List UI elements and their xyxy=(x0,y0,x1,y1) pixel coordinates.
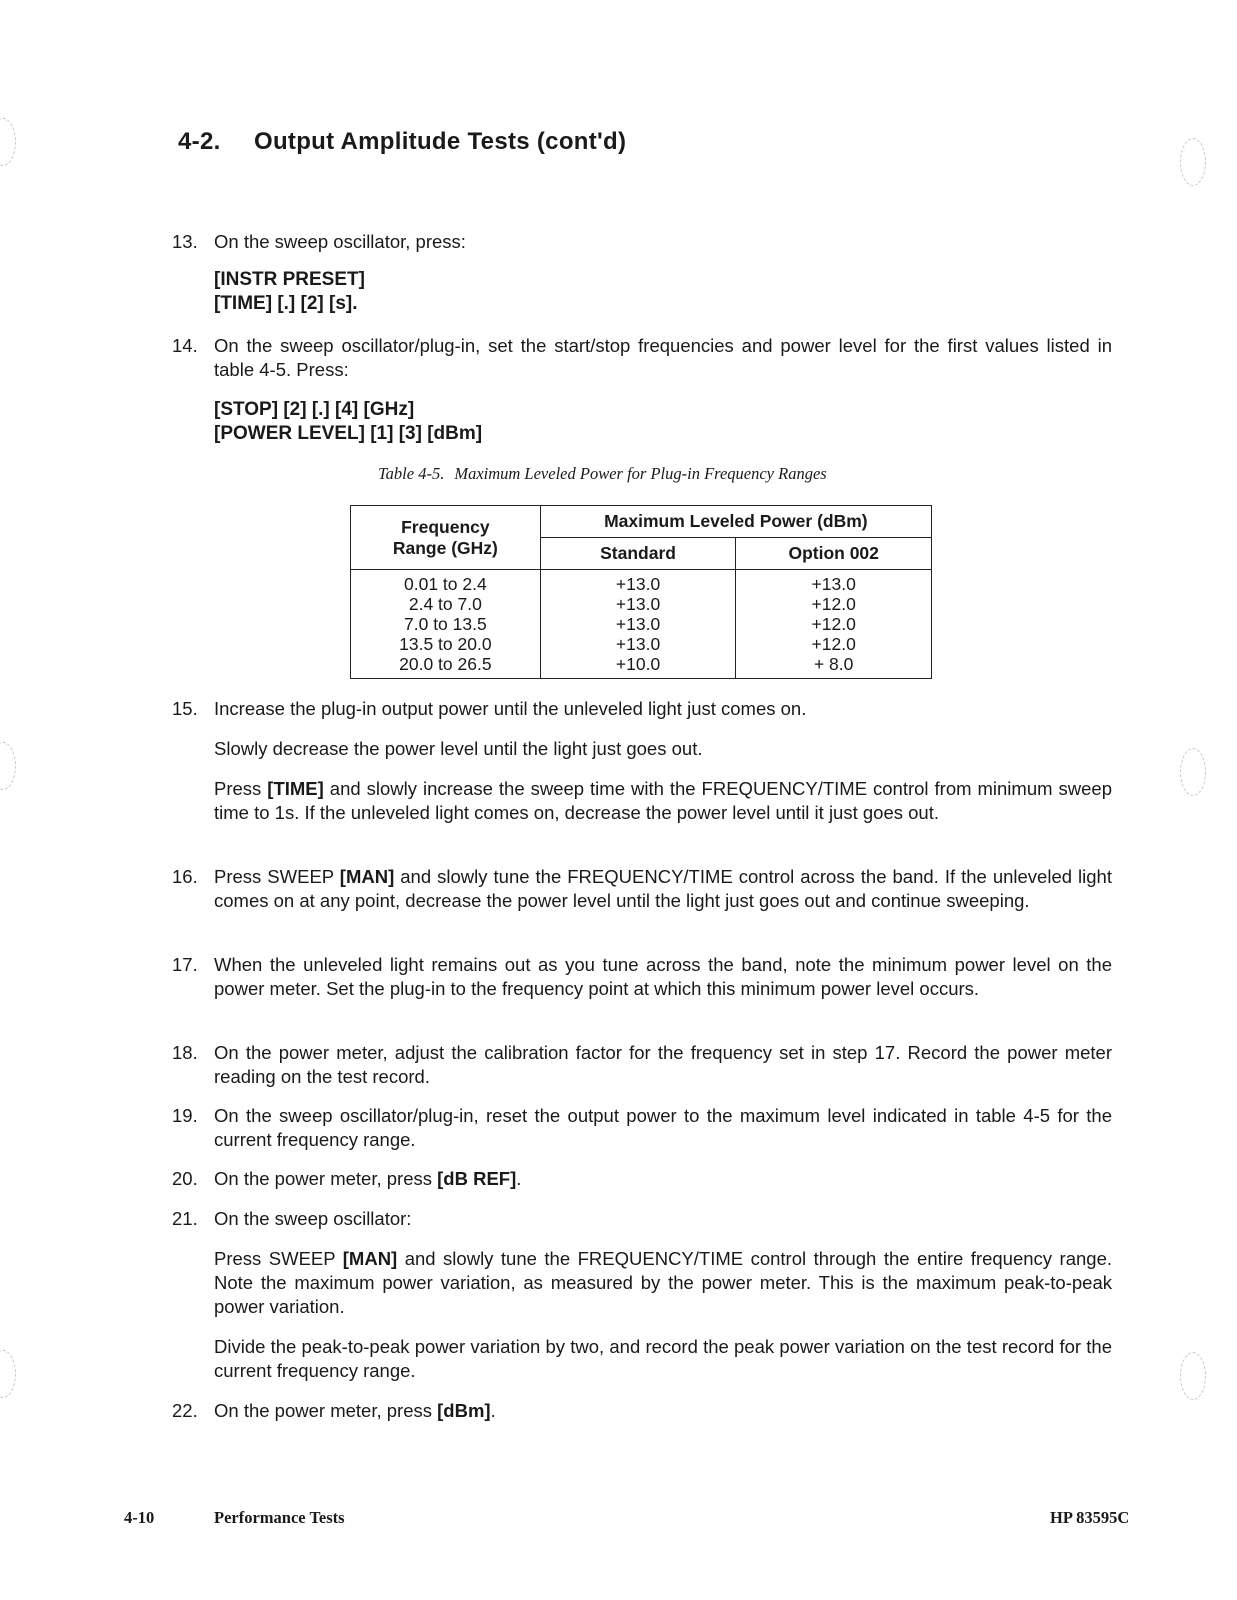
punch-hole-mark xyxy=(1180,748,1206,796)
power-value: +12.0 xyxy=(811,634,856,654)
punch-hole-mark xyxy=(1180,138,1206,186)
header-frequency-range xyxy=(351,506,541,570)
header-standard: Standard xyxy=(540,538,736,570)
range-value: 13.5 to 20.0 xyxy=(399,634,492,654)
step-16 xyxy=(172,865,1112,913)
key-line: [INSTR PRESET] xyxy=(214,269,365,290)
frequency-ranges-cell xyxy=(351,570,541,679)
header-frequency-line: Frequency xyxy=(401,516,490,537)
text-run: . xyxy=(490,1400,496,1421)
key-line: [POWER LEVEL] [1] [3] [dBm] xyxy=(214,423,483,444)
key-label: [TIME] xyxy=(267,778,324,799)
option-002-power-cell xyxy=(736,570,932,679)
key-label: [dBm] xyxy=(437,1400,491,1421)
range-value: 20.0 to 26.5 xyxy=(399,654,492,674)
text-run: Press xyxy=(214,778,268,799)
header-option-002: Option 002 xyxy=(736,538,932,570)
step-text: Increase the plug-in output power until the unleveled light just comes on. xyxy=(214,698,807,719)
step-text: On the sweep oscillator, press: xyxy=(214,231,466,252)
text-run: On the power meter, press xyxy=(214,1168,438,1189)
key-sequence xyxy=(214,398,1112,446)
step-text xyxy=(214,1247,1112,1319)
step-22 xyxy=(172,1399,1112,1423)
range-value: 7.0 to 13.5 xyxy=(404,614,487,634)
section-title: Output Amplitude Tests (cont'd) xyxy=(254,128,627,155)
table-caption xyxy=(378,464,827,484)
header-range-line: Range (GHz) xyxy=(392,537,498,558)
step-number: 16. xyxy=(172,866,198,887)
step-19 xyxy=(172,1104,1112,1152)
page-number: 4-10 xyxy=(124,1508,155,1527)
section-heading xyxy=(178,128,626,156)
punch-hole-mark xyxy=(0,118,16,166)
step-text xyxy=(214,1399,1112,1423)
range-value: 2.4 to 7.0 xyxy=(408,594,482,614)
step-text: On the power meter, adjust the calibration factor for the frequency set in step 17. Record the power meter reading on the test record. xyxy=(214,1042,1112,1087)
step-number: 13. xyxy=(172,231,198,252)
step-text xyxy=(214,1167,1112,1191)
table-caption-title: Maximum Leveled Power for Plug-in Frequency Ranges xyxy=(454,464,827,483)
table-row xyxy=(351,570,932,679)
text-run: Press SWEEP xyxy=(214,1248,343,1269)
step-13 xyxy=(172,230,1112,316)
step-21 xyxy=(172,1207,1112,1383)
power-value: +13.0 xyxy=(615,594,661,614)
table-caption-number: Table 4-5. xyxy=(378,464,445,483)
header-max-power: Maximum Leveled Power (dBm) xyxy=(540,506,931,538)
power-value: +13.0 xyxy=(615,574,661,594)
step-number: 18. xyxy=(172,1042,198,1063)
section-number: 4-2. xyxy=(178,128,221,155)
range-value: 0.01 to 2.4 xyxy=(404,574,487,594)
key-line: [STOP] [2] [.] [4] [GHz] xyxy=(214,399,415,420)
footer-section: Performance Tests xyxy=(214,1508,345,1527)
power-value: +13.0 xyxy=(811,574,856,594)
step-number: 17. xyxy=(172,954,198,975)
key-sequence xyxy=(214,268,1112,316)
step-number: 19. xyxy=(172,1105,198,1126)
punch-hole-mark xyxy=(1180,1352,1206,1400)
step-text: Slowly decrease the power level until the light just goes out. xyxy=(214,738,703,759)
text-run: . xyxy=(516,1168,522,1189)
key-line: [TIME] [.] [2] [s]. xyxy=(214,293,358,314)
power-value: + 8.0 xyxy=(813,654,854,674)
step-number: 15. xyxy=(172,698,198,719)
step-number: 14. xyxy=(172,335,198,356)
power-value: +13.0 xyxy=(615,634,661,654)
text-run: and slowly tune the FREQUENCY/TIME control through the entire frequency range. Note the maximum power variation, as measured by the power meter. This is the maximum peak-to-peak power variation. xyxy=(214,1248,1112,1317)
step-text: Divide the peak-to-peak power variation by two, and record the peak power variation on the test record for the current frequency range. xyxy=(214,1336,1112,1381)
step-text: When the unleveled light remains out as you tune across the band, note the minimum power level on the power meter. Set the plug-in to the frequency point at which this minimum power level occurs. xyxy=(214,954,1112,999)
step-17 xyxy=(172,953,1112,1001)
step-text xyxy=(214,865,1112,913)
text-run: Press SWEEP xyxy=(214,866,340,887)
step-number: 22. xyxy=(172,1400,198,1421)
punch-hole-mark xyxy=(0,1350,16,1398)
step-number: 21. xyxy=(172,1208,198,1229)
step-number: 20. xyxy=(172,1168,198,1189)
power-range-table xyxy=(350,505,932,679)
key-label: [MAN] xyxy=(339,866,395,887)
step-20 xyxy=(172,1167,1112,1191)
power-value: +12.0 xyxy=(811,614,856,634)
text-run: and slowly tune the FREQUENCY/TIME control across the band. If the unleveled light comes on at any point, decrease the power level until the light just goes out and continue sweeping. xyxy=(214,866,1112,911)
power-value: +10.0 xyxy=(615,654,661,674)
step-text: On the sweep oscillator/plug-in, reset the output power to the maximum level indicated in table 4-5 for the current frequency range. xyxy=(214,1105,1112,1150)
key-label: [MAN] xyxy=(342,1248,398,1269)
footer-model: HP 83595C xyxy=(1050,1508,1130,1527)
step-18 xyxy=(172,1041,1112,1089)
step-text: On the sweep oscillator: xyxy=(214,1208,412,1229)
step-15 xyxy=(172,697,1112,825)
text-run: and slowly increase the sweep time with the FREQUENCY/TIME control from minimum sweep time to 1s. If the unleveled light comes on, decrease the power level until it just goes out. xyxy=(214,778,1112,823)
text-run: On the power meter, press xyxy=(214,1400,438,1421)
power-value: +13.0 xyxy=(615,614,661,634)
standard-power-cell xyxy=(540,570,736,679)
step-text xyxy=(214,777,1112,825)
key-label: [dB REF] xyxy=(437,1168,517,1189)
punch-hole-mark xyxy=(0,742,16,790)
step-14 xyxy=(172,334,1112,446)
power-value: +12.0 xyxy=(811,594,856,614)
step-text: On the sweep oscillator/plug-in, set the start/stop frequencies and power level for the first values listed in table 4-5. Press: xyxy=(214,335,1112,380)
